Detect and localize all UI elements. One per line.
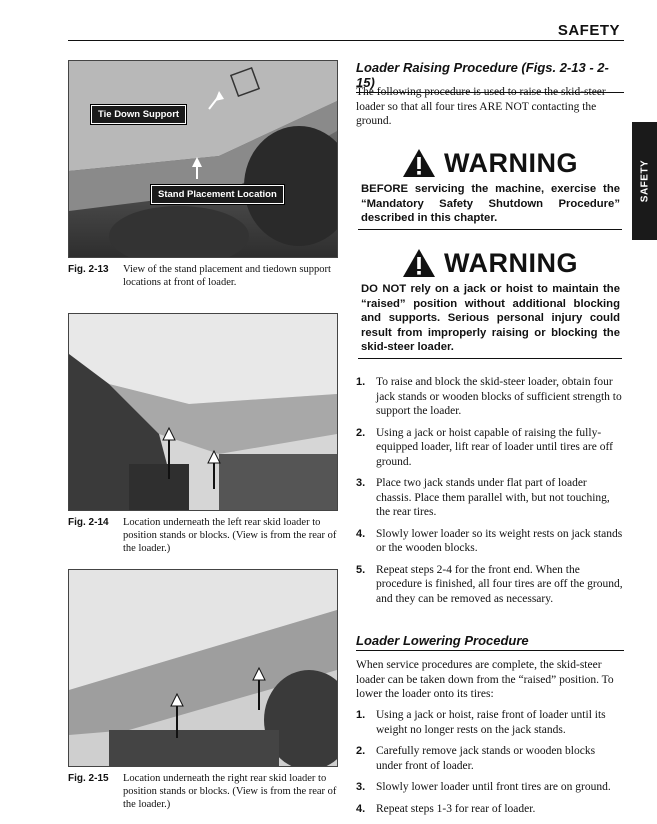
figure-2-14-photo bbox=[68, 313, 338, 511]
figure-label: Fig. 2-15 bbox=[68, 773, 109, 784]
figure-caption bbox=[68, 516, 338, 558]
list-item bbox=[356, 375, 624, 419]
list-item bbox=[356, 476, 624, 520]
raising-steps bbox=[356, 375, 624, 613]
step-number: 1. bbox=[356, 709, 366, 721]
figure-caption bbox=[68, 263, 338, 293]
warning-word: WARNING bbox=[444, 247, 578, 278]
list-item bbox=[356, 744, 624, 773]
step-number: 2. bbox=[356, 426, 366, 439]
figure-caption bbox=[68, 772, 338, 814]
figure-label: Fig. 2-13 bbox=[68, 264, 109, 275]
callout-stand-placement-location: Stand Placement Location bbox=[151, 185, 284, 204]
lowering-intro: When service procedures are complete, the skid-steer loader can be taken down from the “raised” position. To lower the loader onto its tires: bbox=[356, 659, 614, 700]
raising-intro: The following procedure is used to raise the skid-steer loader so that all four tires ARE NOT contacting the ground. bbox=[356, 86, 606, 127]
warning-word: WARNING bbox=[444, 147, 578, 178]
warning-text: BEFORE servicing the machine, exercise the “Mandatory Safety Shutdown Procedure” described in this chapter. bbox=[361, 183, 620, 224]
raising-section-title: Loader Raising Procedure (Figs. 2-13 - 2-15) bbox=[356, 60, 624, 93]
list-item bbox=[356, 527, 624, 556]
lowering-section-title: Loader Lowering Procedure bbox=[356, 633, 624, 651]
step-text: To raise and block the skid-steer loader, obtain four jack stands or wooden blocks of sufficient strength to support the loader. bbox=[376, 376, 622, 417]
step-text: Place two jack stands under flat part of loader chassis. Place them parallel with, but not touching, the rear tires. bbox=[376, 477, 610, 518]
warning-text: DO NOT rely on a jack or hoist to maintain the “raised” position without additional blocking and supports. Serious personal injury could result from improperly raising or blocking the skid-steer loader. bbox=[361, 283, 620, 353]
lowering-steps bbox=[356, 708, 624, 823]
step-number: 4. bbox=[356, 802, 366, 815]
step-text: Repeat steps 1-3 for rear of loader. bbox=[376, 802, 536, 815]
step-text: Slowly lower loader so its weight rests on jack stands or the wooden blocks. bbox=[376, 527, 623, 554]
warning-header bbox=[358, 246, 622, 280]
side-tab-label: SAFETY bbox=[639, 159, 650, 203]
figure-caption-text: Location underneath the left rear skid loader to position stands or blocks. (View is from the rear of the loader.) bbox=[123, 517, 337, 554]
page-header bbox=[68, 22, 624, 41]
figure-2-13-photo bbox=[68, 60, 338, 258]
warning-header bbox=[358, 146, 622, 180]
warning-box bbox=[358, 246, 622, 359]
callout-tie-down-support: Tie Down Support bbox=[91, 105, 186, 124]
step-text: Repeat steps 2-4 for the front end. When the procedure is finished, all four tires are off the ground, and they can be removed as necessary. bbox=[376, 563, 623, 605]
figure-2-15-photo bbox=[68, 569, 338, 767]
step-number: 4. bbox=[356, 527, 366, 540]
step-text: Carefully remove jack stands or wooden blocks under front of loader. bbox=[376, 745, 596, 772]
step-text: Using a jack or hoist, raise front of loader until its weight no longer rests on the jack stands. bbox=[376, 709, 606, 736]
step-number: 3. bbox=[356, 477, 366, 489]
step-text: Slowly lower loader until front tires are on ground. bbox=[376, 781, 611, 793]
figure-caption-text: View of the stand placement and tiedown support locations at front of loader. bbox=[123, 264, 331, 288]
step-text: Using a jack or hoist capable of raising the fully-equipped loader, lift rear of loader until tires are off ground. bbox=[376, 426, 613, 468]
list-item bbox=[356, 708, 624, 737]
figure-label: Fig. 2-14 bbox=[68, 517, 109, 528]
warning-box bbox=[358, 146, 622, 230]
header-title: SAFETY bbox=[557, 22, 620, 39]
list-item bbox=[356, 780, 624, 795]
side-tab bbox=[632, 122, 657, 240]
step-number: 2. bbox=[356, 745, 366, 757]
list-item bbox=[356, 426, 624, 470]
step-number: 3. bbox=[356, 781, 366, 793]
step-number: 5. bbox=[356, 563, 366, 576]
list-item bbox=[356, 802, 624, 817]
figure-caption-text: Location underneath the right rear skid loader to position stands or blocks. (View is from the rear of the loader.) bbox=[123, 773, 337, 810]
step-number: 1. bbox=[356, 376, 366, 388]
list-item bbox=[356, 563, 624, 607]
warning-triangle-icon bbox=[402, 248, 436, 278]
warning-triangle-icon bbox=[402, 148, 436, 178]
